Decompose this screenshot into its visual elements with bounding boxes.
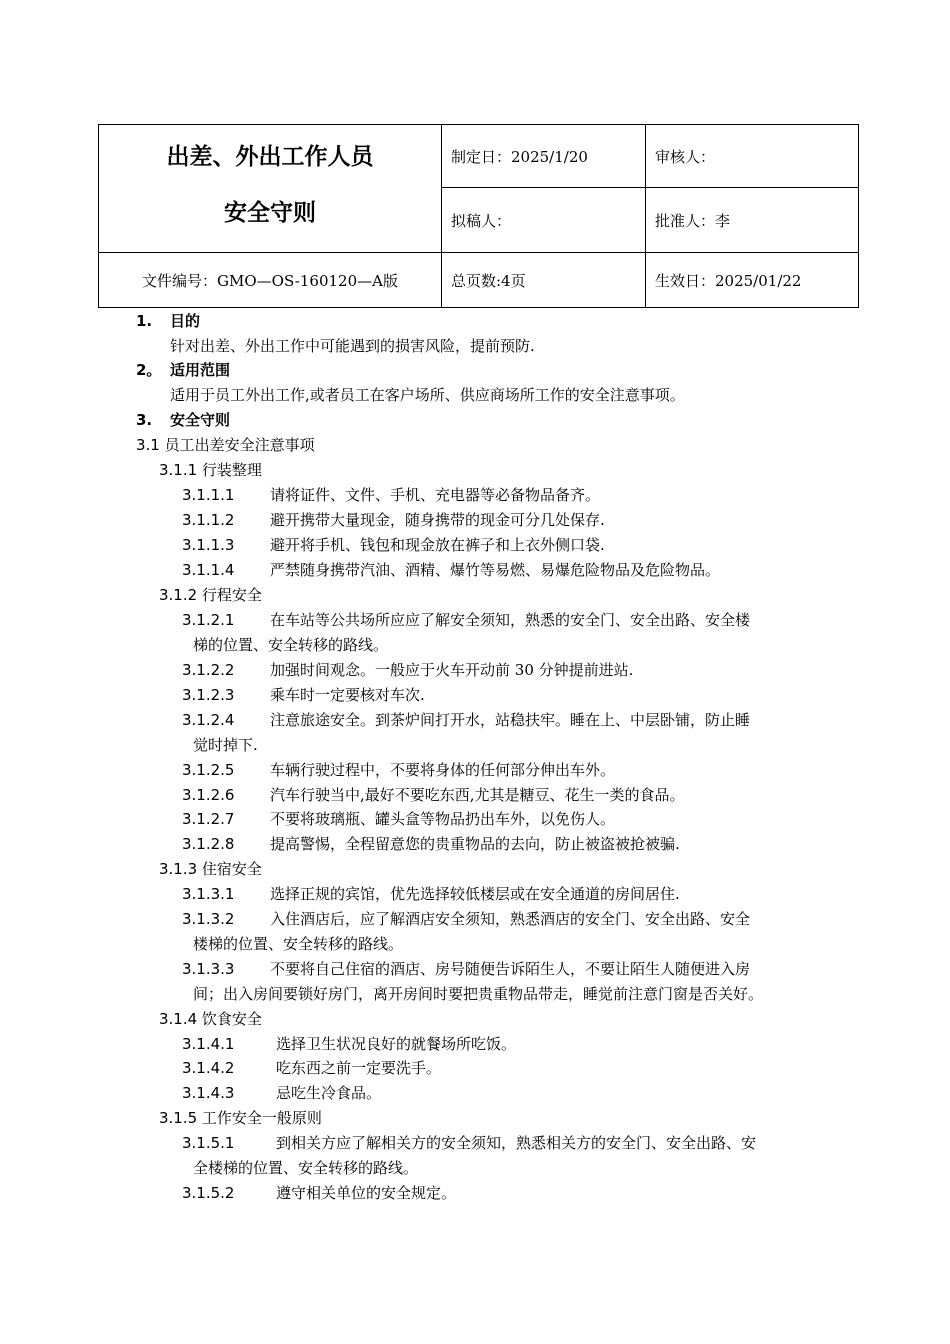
item-number: 3.1.1.4 [182, 561, 235, 579]
section-title: 目的 [170, 312, 201, 330]
item-3-1-3-3-cont: 间；出入房间要锁好房门，离开房间时要把贵重物品带走，睡觉前注意门窗是否关好。 [193, 985, 764, 1003]
item-number: 3.1.2.2 [182, 661, 235, 679]
item-number: 3.1.2.8 [182, 835, 235, 853]
item-3-1-2-8 [182, 834, 680, 854]
subsection-3-1-2: 3.1.2 行程安全 [159, 586, 262, 604]
item-3-1-5-1 [182, 1133, 756, 1153]
item-3-1-2-2 [182, 660, 633, 680]
item-number: 3.1.2.7 [182, 810, 235, 828]
section-title: 安全守则 [170, 411, 231, 429]
item-text: 不要将自己住宿的酒店、房号随便告诉陌生人，不要让陌生人随便进入房 [270, 960, 751, 978]
doc-title-line1: 出差、外出工作人员 [166, 144, 374, 170]
header-table [98, 124, 859, 308]
approver: 批准人：李 [646, 188, 859, 253]
made-date: 制定日：2025/1/20 [442, 125, 646, 188]
item-3-1-2-3 [182, 685, 425, 705]
item-text: 严禁随身携带汽油、酒精、爆竹等易燃、易爆危险物品及危险物品。 [270, 561, 721, 579]
item-3-1-3-2 [182, 909, 750, 929]
item-number: 3.1.2.6 [182, 786, 235, 804]
item-text: 遵守相关单位的安全规定。 [276, 1184, 457, 1202]
item-3-1-5-2 [182, 1183, 456, 1203]
drafter: 拟稿人： [442, 188, 646, 253]
item-3-1-5-1-cont: 全楼梯的位置、安全转移的路线。 [193, 1159, 419, 1177]
item-3-1-2-4-cont: 觉时掉下. [193, 736, 258, 754]
reviewer: 审核人： [646, 125, 859, 188]
item-number: 3.1.3.3 [182, 960, 235, 978]
item-text: 不要将玻璃瓶、罐头盒等物品扔出车外，以免伤人。 [270, 810, 616, 828]
item-number: 3.1.2.4 [182, 711, 235, 729]
item-text: 选择正规的宾馆，优先选择较低楼层或在安全通道的房间居住. [270, 885, 680, 903]
item-number: 3.1.3.2 [182, 910, 235, 928]
item-number: 3.1.4.3 [182, 1084, 235, 1102]
item-text: 在车站等公共场所应应了解安全须知，熟悉的安全门、安全出路、安全楼 [270, 611, 751, 629]
item-text: 乘车时一定要核对车次. [270, 686, 425, 704]
subsection-3-1-5: 3.1.5 工作安全一般原则 [159, 1109, 322, 1127]
item-number: 3.1.4.2 [182, 1059, 235, 1077]
subsection-3-1-3: 3.1.3 住宿安全 [159, 860, 262, 878]
item-text: 注意旅途安全。到茶炉间打开水，站稳扶牢。睡在上、中层卧铺，防止睡 [270, 711, 751, 729]
doc-title-line2: 安全守则 [224, 200, 316, 226]
item-3-1-1-3 [182, 535, 605, 555]
section-2-text: 适用于员工外出工作,或者员工在客户场所、供应商场所工作的安全注意事项。 [170, 386, 685, 404]
item-3-1-3-1 [182, 884, 680, 904]
item-3-1-2-6 [182, 785, 685, 805]
item-text: 到相关方应了解相关方的安全须知，熟悉相关方的安全门、安全出路、安 [276, 1134, 757, 1152]
item-3-1-1-1 [182, 485, 600, 505]
item-3-1-2-1-cont: 梯的位置、安全转移的路线。 [193, 636, 389, 654]
section-3-heading [136, 410, 230, 430]
item-number: 3.1.4.1 [182, 1035, 235, 1053]
title-cell [99, 125, 442, 253]
doc-number: 文件编号：GMO—OS-160120—A版 [99, 253, 442, 308]
item-3-1-3-2-cont: 楼梯的位置、安全转移的路线。 [193, 935, 404, 953]
section-number: 3. [136, 411, 153, 429]
section-1-heading [136, 311, 200, 331]
item-3-1-4-1 [182, 1034, 516, 1054]
item-number: 3.1.5.1 [182, 1134, 235, 1152]
item-text: 提高警惕，全程留意您的贵重物品的去向，防止被盗被抢被骗. [270, 835, 680, 853]
item-number: 3.1.1.3 [182, 536, 235, 554]
section-number: 2。 [136, 361, 162, 379]
item-text: 避开携带大量现金，随身携带的现金可分几处保存. [270, 511, 605, 529]
section-1-text: 针对出差、外出工作中可能遇到的损害风险，提前预防. [170, 337, 535, 355]
item-3-1-4-3 [182, 1083, 381, 1103]
effective-date: 生效日：2025/01/22 [646, 253, 859, 308]
item-number: 3.1.1.1 [182, 486, 235, 504]
item-3-1-2-7 [182, 809, 615, 829]
item-3-1-4-2 [182, 1058, 441, 1078]
item-text: 请将证件、文件、手机、充电器等必备物品备齐。 [270, 486, 601, 504]
item-number: 3.1.3.1 [182, 885, 235, 903]
item-3-1-2-5 [182, 760, 615, 780]
item-text: 选择卫生状况良好的就餐场所吃饭。 [276, 1035, 517, 1053]
item-text: 汽车行驶当中,最好不要吃东西,尤其是糖豆、花生一类的食品。 [270, 786, 685, 804]
item-3-1-1-4 [182, 560, 720, 580]
item-text: 避开将手机、钱包和现金放在裤子和上衣外侧口袋. [270, 536, 605, 554]
item-text: 吃东西之前一定要洗手。 [276, 1059, 442, 1077]
item-number: 3.1.5.2 [182, 1184, 235, 1202]
subsection-3-1-1: 3.1.1 行装整理 [159, 461, 262, 479]
item-text: 忌吃生冷食品。 [276, 1084, 382, 1102]
item-number: 3.1.2.1 [182, 611, 235, 629]
item-3-1-2-1 [182, 610, 750, 630]
subsection-3-1-4: 3.1.4 饮食安全 [159, 1010, 262, 1028]
item-number: 3.1.2.5 [182, 761, 235, 779]
item-3-1-2-4 [182, 710, 750, 730]
item-text: 加强时间观念。一般应于火车开动前 30 分钟提前进站. [270, 661, 634, 679]
subsection-3-1: 3.1 员工出差安全注意事项 [136, 436, 315, 454]
item-text: 车辆行驶过程中，不要将身体的任何部分伸出车外。 [270, 761, 616, 779]
section-2-heading [136, 360, 230, 380]
item-number: 3.1.2.3 [182, 686, 235, 704]
section-title: 适用范围 [170, 361, 231, 379]
total-pages: 总页数:4页 [442, 253, 646, 308]
section-number: 1. [136, 312, 153, 330]
item-text: 入住酒店后，应了解酒店安全须知，熟悉酒店的安全门、安全出路、安全 [270, 910, 751, 928]
item-number: 3.1.1.2 [182, 511, 235, 529]
item-3-1-3-3 [182, 959, 750, 979]
item-3-1-1-2 [182, 510, 605, 530]
